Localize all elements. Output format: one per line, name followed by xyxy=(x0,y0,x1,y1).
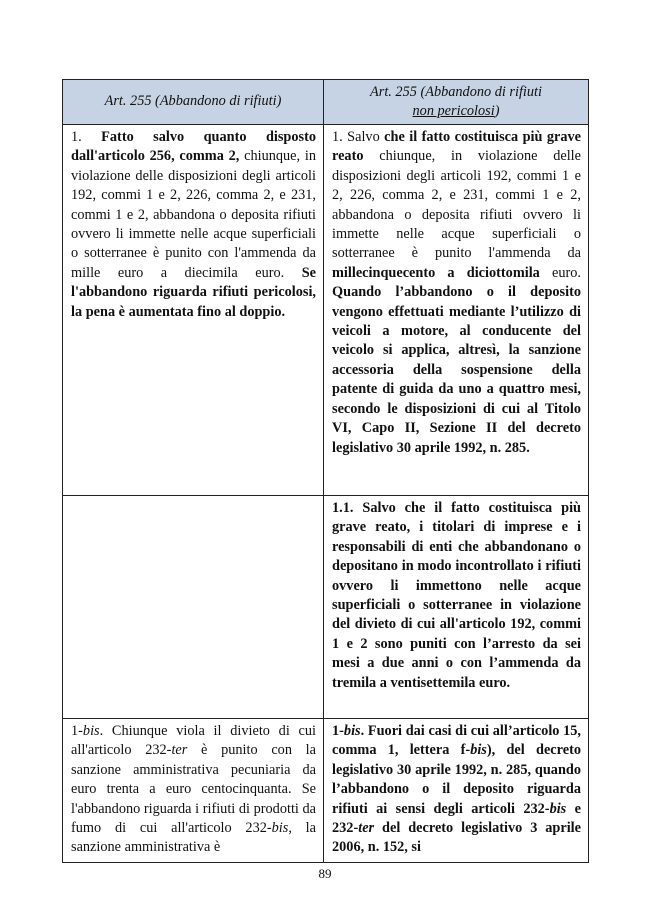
right-title-line1: Art. 255 (Abbandono di rifiuti xyxy=(370,83,542,100)
table-row xyxy=(63,125,589,496)
row2-right-cell xyxy=(324,496,589,719)
text-run: . Chiunque viola il divieto di cui all'articolo 232- xyxy=(71,723,316,759)
text-run: è punito con la sanzione amministrativa pecuniaria da euro trenta a euro centocinquanta. Se l'abbandono riguarda i rifiuti di prodotti da fumo di cui all'articolo 232- xyxy=(71,742,316,837)
table-row xyxy=(63,719,589,863)
left-column-title xyxy=(63,80,324,125)
row2-left-cell xyxy=(63,496,324,719)
row3-right-cell xyxy=(324,719,589,863)
comparison-table xyxy=(62,79,589,863)
right-title-underlined: non pericolosi xyxy=(412,103,495,119)
text-run: 1. Salvo xyxy=(332,129,385,145)
italic-text-run: ter xyxy=(358,820,375,837)
text-run: del decreto legislativo 3 aprile 2006, n. 152, si xyxy=(332,820,581,856)
bold-text-run: Se l'abbandono riguarda rifiuti pericolosi, la pena è aumentata fino al doppio. xyxy=(71,264,316,320)
right-title-tail: ) xyxy=(494,103,500,119)
text-run: . Fuori dai casi di cui all’articolo 15, comma 1, lettera f- xyxy=(332,723,581,759)
left-title-text: Art. 255 (Abbandono di rifiuti) xyxy=(104,93,282,110)
text-run: euro. xyxy=(539,264,581,281)
row1-left-cell xyxy=(63,125,324,496)
table-row xyxy=(63,496,589,719)
right-column-title xyxy=(324,80,589,125)
text-run: e 232- xyxy=(332,800,582,837)
text-run: ), del decreto legislativo 30 aprile 1992, n. 285, quando l’abbandono o il deposito riguarda rifiuti ai sensi degli articoli 232- xyxy=(332,742,581,817)
text-run: , la sanzione amministrativa è xyxy=(71,820,316,856)
bold-text-run: Fatto salvo quanto disposto dall'articolo 256, comma 2, xyxy=(71,129,317,165)
italic-text-run: bis xyxy=(549,800,567,817)
bold-text-run: 1.1. Salvo che il fatto costituisca più grave reato, i titolari di imprese e i responsabili di enti che abbandonano o depositano in modo incontrollato i rifiuti ovvero li immettono nelle acque superficiali o sotterranee in violazione del divieto di cui all'articolo 192, commi 1 e 2 sono puniti con l’arresto da sei mesi a due anni o con l’ammenda da tremila a ventisettemila euro. xyxy=(332,500,581,691)
row3-left-cell xyxy=(63,719,324,863)
italic-text-run: bis xyxy=(470,742,487,759)
italic-text-run: bis xyxy=(82,723,100,739)
italic-text-run: bis xyxy=(343,723,361,739)
text-run: chiunque, in violazione delle disposizioni degli articoli 192, commi 1 e 2, 226, comma 2, e 231, commi 1 e 2, abbandona o deposita rifiuti ovvero li immette nelle acque superficiali o sotterranee è punito con l'ammenda da mille euro a diecimila euro. xyxy=(71,148,316,281)
bold-text-run: millecinquecento a diciottomila xyxy=(332,264,540,281)
header-row xyxy=(63,80,589,125)
text-run: 1. xyxy=(71,129,102,145)
italic-text-run: ter xyxy=(171,742,188,759)
row1-right-cell xyxy=(324,125,589,496)
text-run: chiunque, in violazione delle disposizioni degli articoli 192, commi 1 e 2, 226, comma 2, e 231, commi 1 e 2, abbandona o deposita rifiuti ovvero li immette nelle acque superficiali o sotterranee è punito l'ammenda da xyxy=(332,148,581,262)
bold-text-run: che il fatto costituisca più grave reato xyxy=(332,129,582,165)
italic-text-run: bis xyxy=(271,820,289,837)
bold-text-run: Quando l’abbandono o il deposito vengono effettuati mediante l’utilizzo di veicoli a motore, al conducente del veicolo si applica, altresì, la sanzione accessoria della sospensione della patente di guida da uno a quattro mesi, secondo le disposizioni di cui al Titolo VI, Capo II, Sezione II del decreto legislativo 30 aprile 1992, n. 285. xyxy=(332,284,581,456)
page-number: 89 xyxy=(318,866,332,881)
text-run: 1- xyxy=(332,723,344,739)
text-run: 1- xyxy=(71,723,83,739)
